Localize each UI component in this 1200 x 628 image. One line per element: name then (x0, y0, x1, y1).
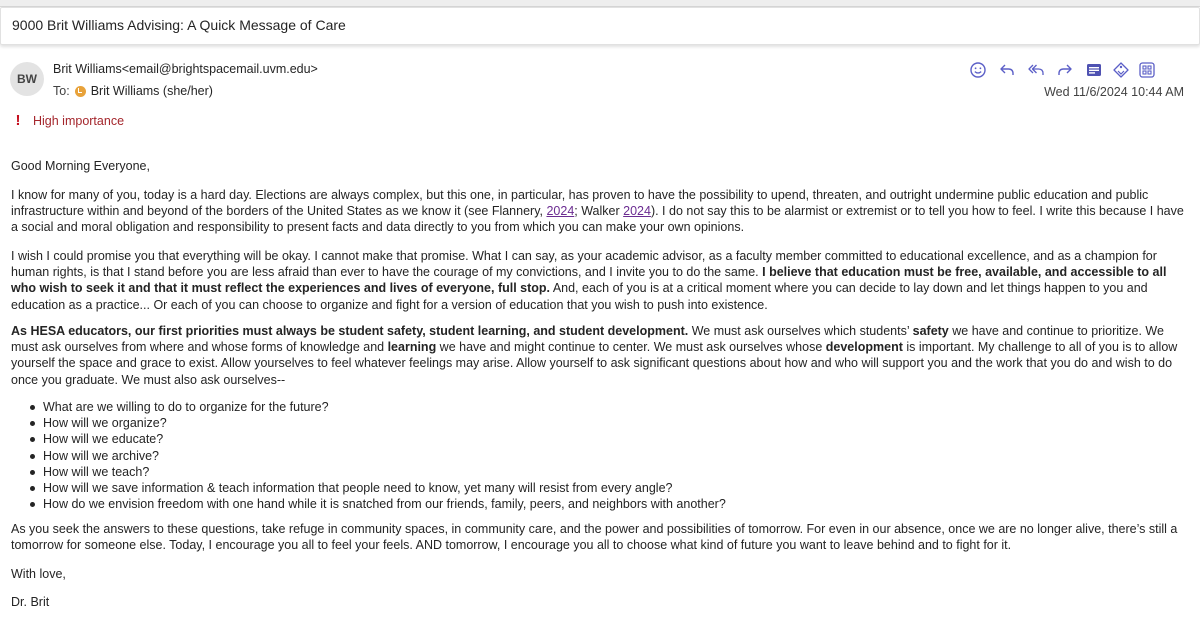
paragraph-3-text-b: we have and continue to prioritize. We must ask ourselves from where and whose forms of knowledge and (11, 324, 1164, 355)
list-item: How do we envision freedom with one hand while it is snatched from our friends, family, peers, and neighbors with another? (11, 496, 1191, 512)
paragraph-1-text-a: I know for many of you, today is a hard day. Elections are always complex, but this one, in particular, has proven to have the possibility to upend, threaten, and outright undermine public education and public infrastructure within and beyond of the borders of the United States as we know it (see Flannery, (11, 188, 1149, 219)
high-importance-icon: ! (15, 112, 21, 129)
teams-icon (1085, 61, 1103, 79)
paragraph-2-bold: I believe that education must be free, available, and accessible to all who wish to seek it and that it must reflect the experiences and lives of everyone, full stop. (11, 265, 1167, 296)
reply-icon (998, 61, 1016, 79)
importance-label: High importance (33, 113, 125, 128)
reply-all-button[interactable] (1024, 58, 1048, 82)
teams-share-button[interactable] (1082, 58, 1106, 82)
avatar[interactable]: BW (10, 62, 44, 96)
reply-all-icon (1027, 61, 1045, 79)
signature: Dr. Brit (11, 595, 50, 609)
subject-bar (0, 7, 1200, 45)
paragraph-3-bold-learning: learning (387, 340, 437, 355)
emoji-reaction-button[interactable] (966, 58, 990, 82)
to-row (53, 84, 213, 98)
list-item: How will we save information & teach information that people need to know, yet many will resist from every angle? (11, 480, 1191, 496)
paragraph-3-bold-safety: safety (912, 324, 949, 338)
tag-icon (1112, 61, 1130, 79)
apps-button[interactable] (1135, 58, 1159, 82)
citation-link-flannery[interactable]: 2024 (546, 204, 575, 219)
paragraph-1-text-b: ; Walker (574, 204, 624, 219)
paragraph-3-text-d: is important. My challenge to all of you is to allow yourself the space and grace to exist. Allow yourselves to feel whatever feelings may arise. Allow yourself to ask significant questions about how and who will support you and the work that you do and wish to do once you graduate. We must also ask ourselves-- (11, 340, 1178, 387)
tag-button[interactable] (1109, 58, 1133, 82)
paragraph-3-text-c: we have and might continue to center. We must ask ourselves whose (436, 340, 826, 355)
paragraph-3-bold-development: development (825, 340, 903, 355)
apps-grid-icon (1138, 61, 1156, 79)
citation-link-walker[interactable]: 2024 (623, 204, 651, 219)
paragraph-3-bold-lead: As HESA educators, our first priorities must always be student safety, student learning, and student development. (11, 324, 689, 338)
paragraph-3-text-a: We must ask ourselves which students’ (688, 324, 913, 338)
reply-button[interactable] (995, 58, 1019, 82)
smiley-icon (969, 61, 987, 79)
paragraph-1-text-c: ). I do not say this to be alarmist or extremist or to tell you how to feel. I write this because I have a social and moral obligation and responsibility to present facts and data directly to you from which you can make your own opinions. (11, 204, 1184, 235)
sender-name[interactable]: Brit Williams<email@brightspacemail.uvm.edu> (53, 62, 318, 76)
away-status-icon (75, 86, 86, 97)
paragraph-2 (11, 248, 1191, 313)
question-list (11, 399, 1191, 512)
importance-banner (13, 112, 124, 129)
to-label: To: (53, 84, 70, 98)
sent-date: Wed 11/6/2024 10:44 AM (1044, 85, 1184, 99)
recipient-name[interactable]: Brit Williams (she/her) (90, 84, 213, 98)
paragraph-1 (11, 187, 1191, 236)
email-subject: 9000 Brit Williams Advising: A Quick Message of Care (12, 17, 346, 33)
greeting: Good Morning Everyone, (11, 159, 150, 173)
list-item: How will we teach? (11, 464, 1191, 480)
paragraph-2-text-b: And, each of you is at a critical moment where you can decide to lay down and let things happen to you and education as a practice... Or each of you can choose to organize and fight for a version of education that you wish to push into existence. (11, 281, 1148, 312)
closing: With love, (11, 567, 66, 581)
window-top-strip (0, 0, 1200, 7)
paragraph-3 (11, 323, 1191, 388)
message-actions-toolbar (966, 58, 1166, 82)
list-item: How will we educate? (11, 431, 1191, 447)
forward-icon (1056, 61, 1074, 79)
list-item: How will we archive? (11, 448, 1191, 464)
list-item: How will we organize? (11, 415, 1191, 431)
paragraph-2-text-a: I wish I could promise you that everything will be okay. I cannot make that promise. What I can say, as your academic advisor, as a faculty member committed to educational excellence, and as a champion for human rights, is that I stand before you are less afraid than ever to have the courage of my convictions, and I invite you to do the same. (11, 249, 1157, 280)
list-item: What are we willing to do to organize for the future? (11, 399, 1191, 415)
paragraph-4: As you seek the answers to these questions, take refuge in community spaces, in community care, and the power and possibilities of tomorrow. For even in our absence, once we are no longer alive, there’s still a tomorrow for someone else. Today, I encourage you all to feel your feels. AND tomorrow, I encourage you all to choose what kind of future you want to leave behind and to fight for it. (11, 522, 1178, 553)
forward-button[interactable] (1053, 58, 1077, 82)
